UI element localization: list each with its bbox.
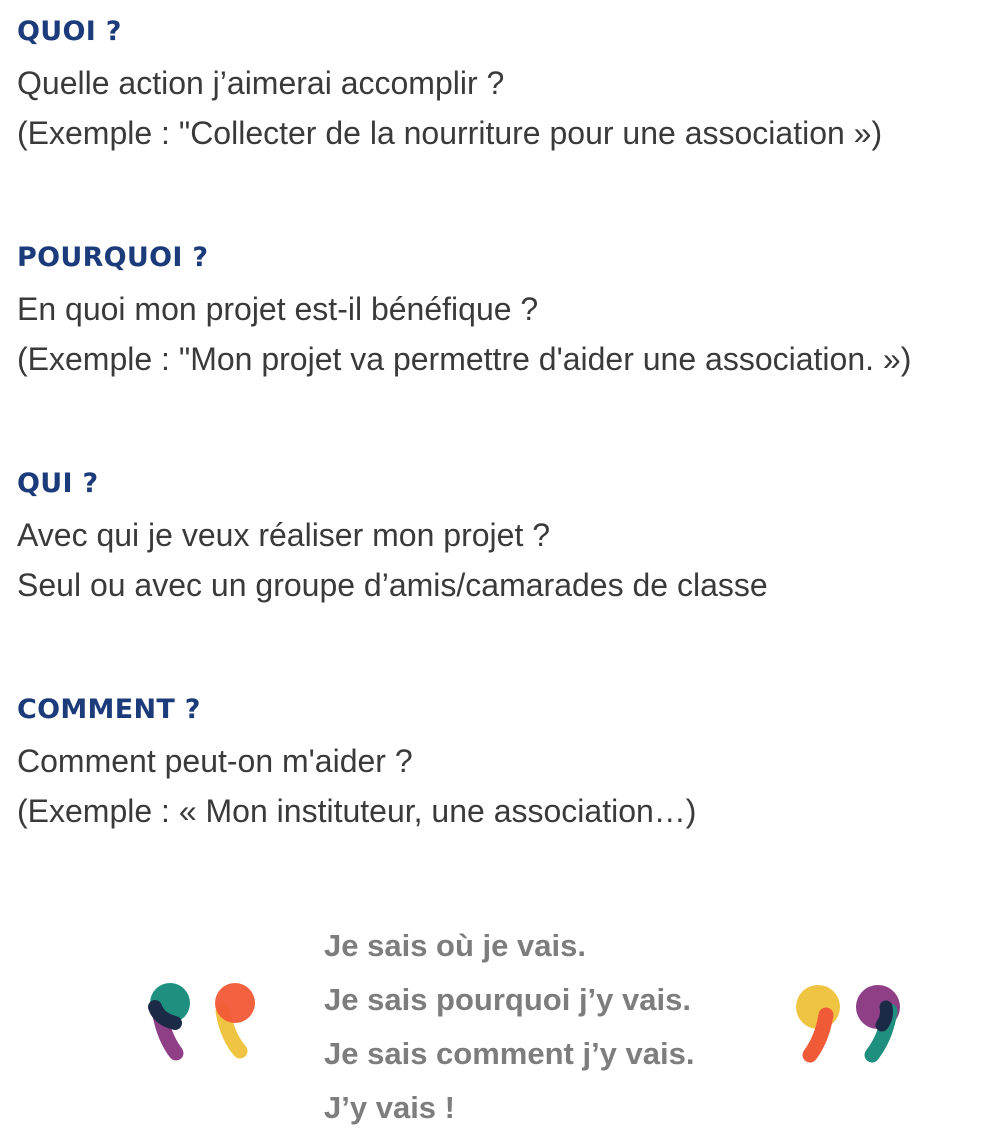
motto-line: J’y vais ! <box>324 1090 455 1125</box>
section-pourquoi <box>17 242 1002 384</box>
section-example: (Exemple : "Mon projet va permettre d'aider une association. ») <box>17 341 912 377</box>
section-qui <box>17 468 1002 610</box>
section-heading: QUI ? <box>17 468 99 499</box>
section-answer: Seul ou avec un groupe d’amis/camarades de classe <box>17 567 768 603</box>
section-question: Avec qui je veux réaliser mon projet ? <box>17 517 551 553</box>
section-heading: POURQUOI ? <box>17 242 209 273</box>
section-question: En quoi mon projet est-il bénéfique ? <box>17 291 539 327</box>
section-comment <box>17 694 1002 836</box>
section-quoi <box>17 16 1002 158</box>
motto-line: Je sais pourquoi j’y vais. <box>324 982 691 1017</box>
open-quote-icon <box>143 981 263 1081</box>
quote-block <box>0 915 1008 1135</box>
motto-line: Je sais comment j’y vais. <box>324 1036 695 1071</box>
close-quote-icon <box>786 981 906 1081</box>
motto-line: Je sais où je vais. <box>324 928 586 963</box>
section-question: Quelle action j’aimerai accomplir ? <box>17 65 505 101</box>
section-heading: COMMENT ? <box>17 694 201 725</box>
section-heading: QUOI ? <box>17 16 122 47</box>
section-question: Comment peut-on m'aider ? <box>17 743 413 779</box>
section-example: (Exemple : "Collecter de la nourriture pour une association ») <box>17 115 883 151</box>
motto <box>324 919 764 1135</box>
section-example: (Exemple : « Mon instituteur, une association…) <box>17 793 697 829</box>
